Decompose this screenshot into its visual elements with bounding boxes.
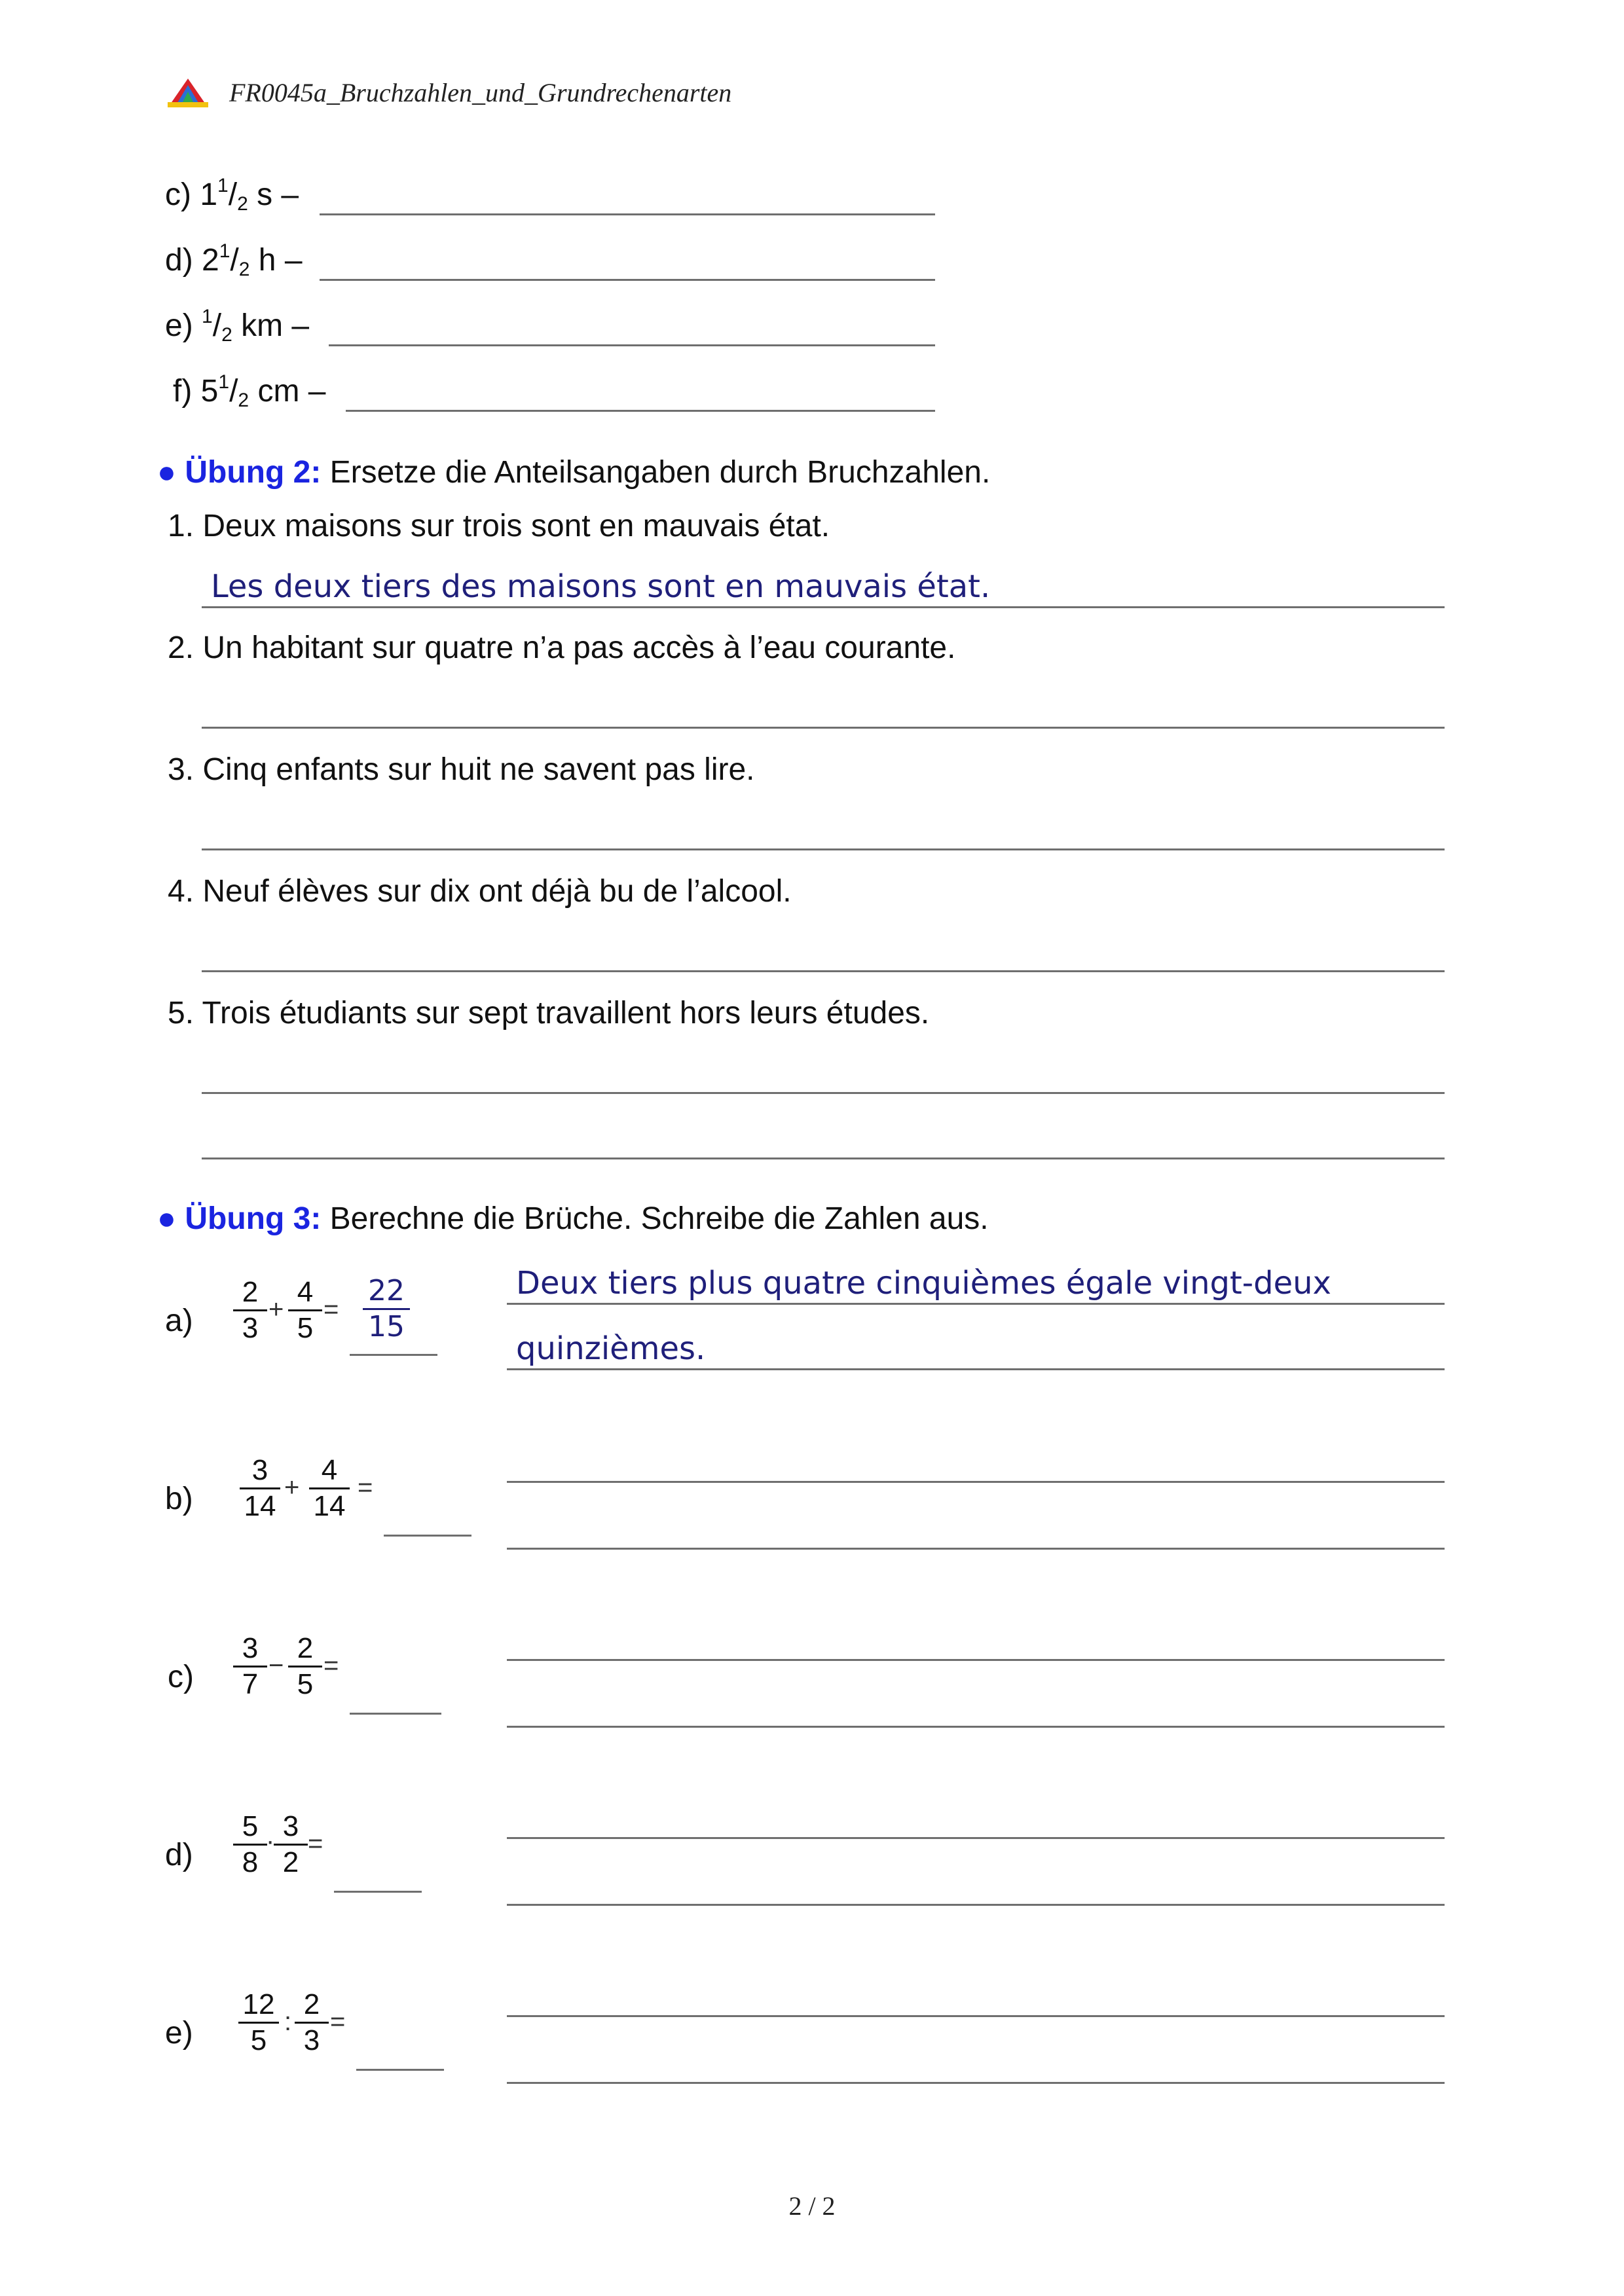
- exercise1-item-e: e) $^1$/2 km –: [165, 306, 310, 346]
- fraction-denominator: 2: [238, 390, 249, 411]
- item-label: b): [165, 1482, 193, 1516]
- exercise1-item-d: d) $2^1/2$ h –: [165, 240, 303, 280]
- answer-line[interactable]: [320, 213, 935, 215]
- mixed-whole: 1: [200, 177, 218, 212]
- fraction-2: 3 2: [271, 1811, 310, 1878]
- item-text: Un habitant sur quatre n’a pas accès à l’eau courante.: [202, 630, 956, 665]
- item-label: e): [165, 2016, 193, 2050]
- answer-line[interactable]: [202, 970, 1445, 972]
- answer-line[interactable]: [202, 606, 1445, 608]
- document-title: FR0045a_Bruchzahlen_und_Grundrechenarten: [229, 78, 732, 107]
- fraction-denominator: 2: [238, 259, 250, 280]
- answer-line[interactable]: [507, 1659, 1445, 1661]
- operator: ·: [266, 1827, 275, 1855]
- exercise2-item-1: [168, 508, 830, 545]
- answer-line[interactable]: [202, 1157, 1445, 1159]
- operator: +: [268, 1295, 284, 1324]
- operator: :: [284, 2007, 292, 2036]
- answer-line[interactable]: [507, 1481, 1445, 1483]
- item-label: e): [165, 308, 193, 343]
- fraction-1: 2 3: [231, 1277, 270, 1344]
- item-number: 5.: [168, 996, 194, 1030]
- item-label: c): [165, 177, 191, 212]
- unit-text: h –: [258, 243, 303, 278]
- item-number: 1.: [168, 509, 194, 543]
- mixed-whole: 2: [202, 243, 219, 278]
- item-text: Trois étudiants sur sept travaillent hors leurs études.: [202, 996, 930, 1030]
- answer-line[interactable]: [507, 2015, 1445, 2017]
- item-text: Deux maisons sur trois sont en mauvais état.: [202, 509, 830, 543]
- fraction-denominator: 2: [237, 193, 248, 215]
- answer-line[interactable]: [507, 1548, 1445, 1550]
- item-label: f): [173, 374, 193, 409]
- answer-line[interactable]: [202, 727, 1445, 729]
- page-number: 2 / 2: [788, 2191, 836, 2221]
- fraction-denominator: 2: [221, 324, 232, 346]
- exercise-title: Übung 3:: [185, 1201, 322, 1236]
- exercise2-item-2: [168, 630, 955, 666]
- answer-line[interactable]: [202, 848, 1445, 850]
- item-label: d): [165, 1838, 193, 1872]
- exercise1-item-c: c) $1^1/2$ s –: [165, 175, 299, 215]
- result-line[interactable]: [356, 2069, 444, 2071]
- fraction-numerator: 1: [217, 175, 229, 196]
- exercise-instruction: Ersetze die Anteilsangaben durch Bruchzahlen.: [329, 455, 991, 490]
- exercise2-heading: [157, 454, 990, 491]
- operator: −: [268, 1651, 284, 1680]
- bullet-icon: ●: [157, 455, 176, 490]
- answer-line[interactable]: [507, 1726, 1445, 1728]
- answer-line[interactable]: [507, 2082, 1445, 2084]
- item-label: d): [165, 243, 193, 278]
- fraction-2: 2 5: [286, 1633, 325, 1700]
- fraction-2: 4 5: [286, 1277, 325, 1344]
- answer-line[interactable]: [320, 279, 935, 281]
- fraction-1: 3 14: [237, 1455, 283, 1522]
- equals-sign: =: [308, 1829, 323, 1858]
- result-line[interactable]: [334, 1891, 422, 1893]
- exercise-title: Übung 2:: [185, 455, 322, 490]
- unit-text: km –: [241, 308, 310, 343]
- answer-line[interactable]: [346, 410, 935, 412]
- exercise3-heading: [157, 1201, 989, 1237]
- handwritten-answer: Deux tiers plus quatre cinquièmes égale vingt-deux: [516, 1265, 1331, 1302]
- item-number: 2.: [168, 630, 194, 665]
- logo-icon: [165, 77, 211, 107]
- mixed-whole: 5: [200, 374, 219, 409]
- item-number: 3.: [168, 752, 194, 787]
- answer-line[interactable]: [507, 1303, 1445, 1305]
- unit-text: cm –: [257, 374, 326, 409]
- exercise2-item-5: [168, 995, 929, 1032]
- equals-sign: =: [323, 1651, 339, 1680]
- fraction-1: 5 8: [231, 1811, 270, 1878]
- operator: +: [284, 1473, 300, 1502]
- item-label: a): [165, 1303, 193, 1338]
- fraction-numerator: 1: [202, 306, 213, 327]
- fraction-1: 12 5: [236, 1989, 282, 2056]
- answer-line[interactable]: [329, 344, 935, 346]
- unit-text: s –: [257, 177, 299, 212]
- exercise2-item-3: [168, 752, 755, 788]
- fraction-numerator: 1: [218, 371, 230, 393]
- equals-sign: =: [358, 1473, 373, 1502]
- item-text: Cinq enfants sur huit ne savent pas lire.: [202, 752, 755, 787]
- answer-line[interactable]: [507, 1837, 1445, 1839]
- item-number: 4.: [168, 874, 194, 909]
- result-line[interactable]: [350, 1713, 441, 1715]
- result-line[interactable]: [384, 1535, 471, 1537]
- exercise-instruction: Berechne die Brüche. Schreibe die Zahlen aus.: [329, 1201, 989, 1236]
- fraction-2: 4 14: [306, 1455, 352, 1522]
- handwritten-answer: Les deux tiers des maisons sont en mauvais état.: [211, 568, 991, 605]
- item-text: Neuf élèves sur dix ont déjà bu de l’alcool.: [202, 874, 792, 909]
- answer-line[interactable]: [507, 1904, 1445, 1906]
- handwritten-result: 22 15: [360, 1275, 413, 1343]
- exercise1-item-f: f) $5^1/2$ cm –: [173, 371, 326, 411]
- fraction-numerator: 1: [219, 240, 231, 262]
- handwritten-answer: quinzièmes.: [516, 1330, 706, 1367]
- bullet-icon: ●: [157, 1201, 176, 1236]
- answer-line[interactable]: [507, 1368, 1445, 1370]
- fraction-2: 2 3: [292, 1989, 331, 2056]
- answer-line[interactable]: [202, 1092, 1445, 1094]
- result-line[interactable]: [350, 1354, 437, 1356]
- fraction-1: 3 7: [231, 1633, 270, 1700]
- equals-sign: =: [330, 2007, 346, 2036]
- equals-sign: =: [323, 1295, 339, 1324]
- item-label: c): [168, 1660, 194, 1694]
- exercise2-item-4: [168, 873, 792, 910]
